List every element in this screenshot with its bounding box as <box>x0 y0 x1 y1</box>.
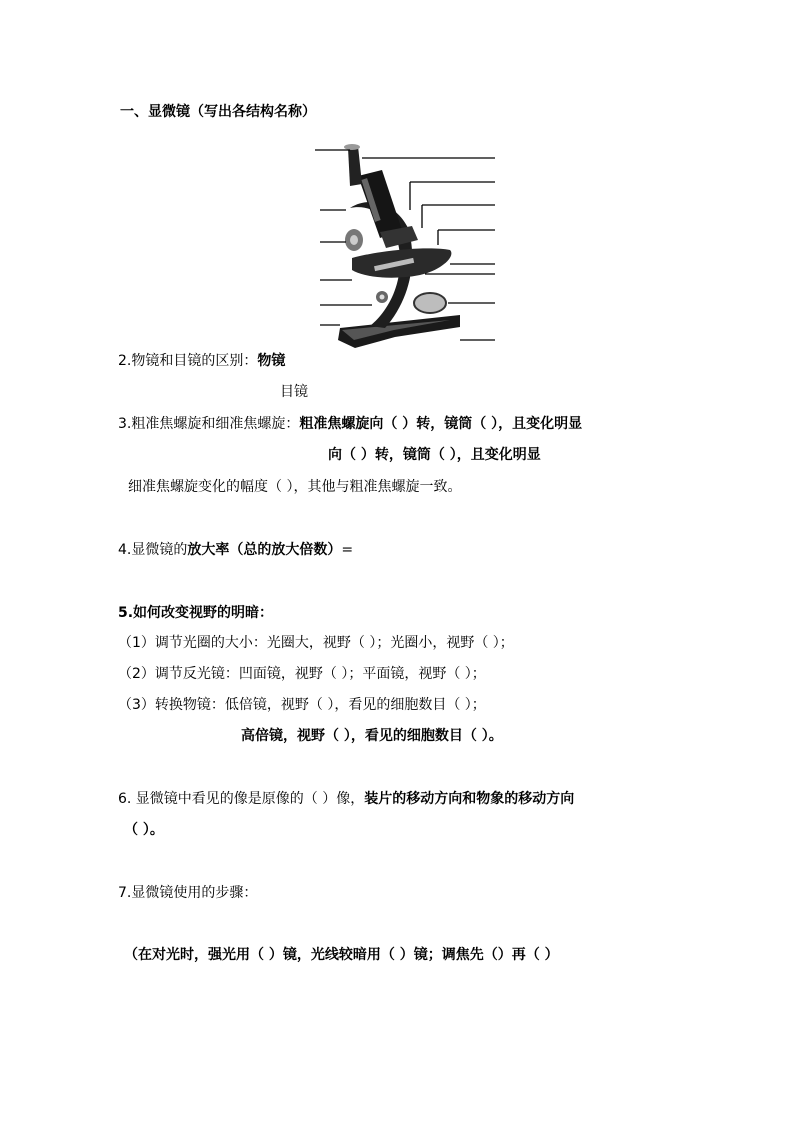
question-6-prefix: 6. 显微镜中看见的像是原像的（ ）像， <box>118 791 365 807</box>
question-7-note: （在对光时，强光用（ ）镜，光线较暗用（ ）镜；调焦先（）再（ ） <box>124 947 559 963</box>
microscope-figure <box>310 140 500 355</box>
question-6-line-2: （ ）。 <box>124 822 164 838</box>
question-4-suffix: = <box>341 542 354 558</box>
question-2-prefix: 2.物镜和目镜的区别： <box>118 353 258 369</box>
question-3-coarse-line-2: 向（ ）转，镜筒（ ），且变化明显 <box>328 447 541 463</box>
question-3-prefix: 3.粗准焦螺旋和细准焦螺旋： <box>118 416 300 432</box>
question-5-item-3b: 高倍镜，视野（ ），看见的细胞数目（ ）。 <box>241 728 503 744</box>
question-3-coarse-line: 粗准焦螺旋向（ ）转，镜筒（ ），且变化明显 <box>299 416 583 432</box>
question-4-bold: 放大率（总的放大倍数） <box>187 542 342 558</box>
question-3 <box>118 414 582 434</box>
question-5-title: 5.如何改变视野的明暗： <box>118 605 274 621</box>
question-6-bold: 装片的移动方向和物象的移动方向 <box>364 791 575 807</box>
question-5-item-2: （2）调节反光镜：凹面镜，视野（ ）；平面镜，视野（ ）； <box>118 666 486 682</box>
question-6 <box>118 789 574 809</box>
question-5-item-1: （1）调节光圈的大小：光圈大，视野（ ）；光圈小，视野（ ）； <box>118 635 514 651</box>
question-4-prefix: 4.显微镜的 <box>118 542 188 558</box>
question-5-item-3: （3）转换物镜：低倍镜，视野（ ），看见的细胞数目（ ）； <box>118 697 486 713</box>
question-4 <box>118 540 353 560</box>
question-2 <box>118 351 285 371</box>
question-3-fine-line: 细准焦螺旋变化的幅度（ ），其他与粗准焦螺旋一致。 <box>128 479 462 495</box>
section-title: 一、显微镜（写出各结构名称） <box>120 104 316 120</box>
question-2-eyepiece: 目镜 <box>280 384 308 400</box>
question-7-title: 7.显微镜使用的步骤： <box>118 885 258 901</box>
question-2-objective: 物镜 <box>257 353 286 369</box>
microscope-illustration <box>338 144 460 348</box>
